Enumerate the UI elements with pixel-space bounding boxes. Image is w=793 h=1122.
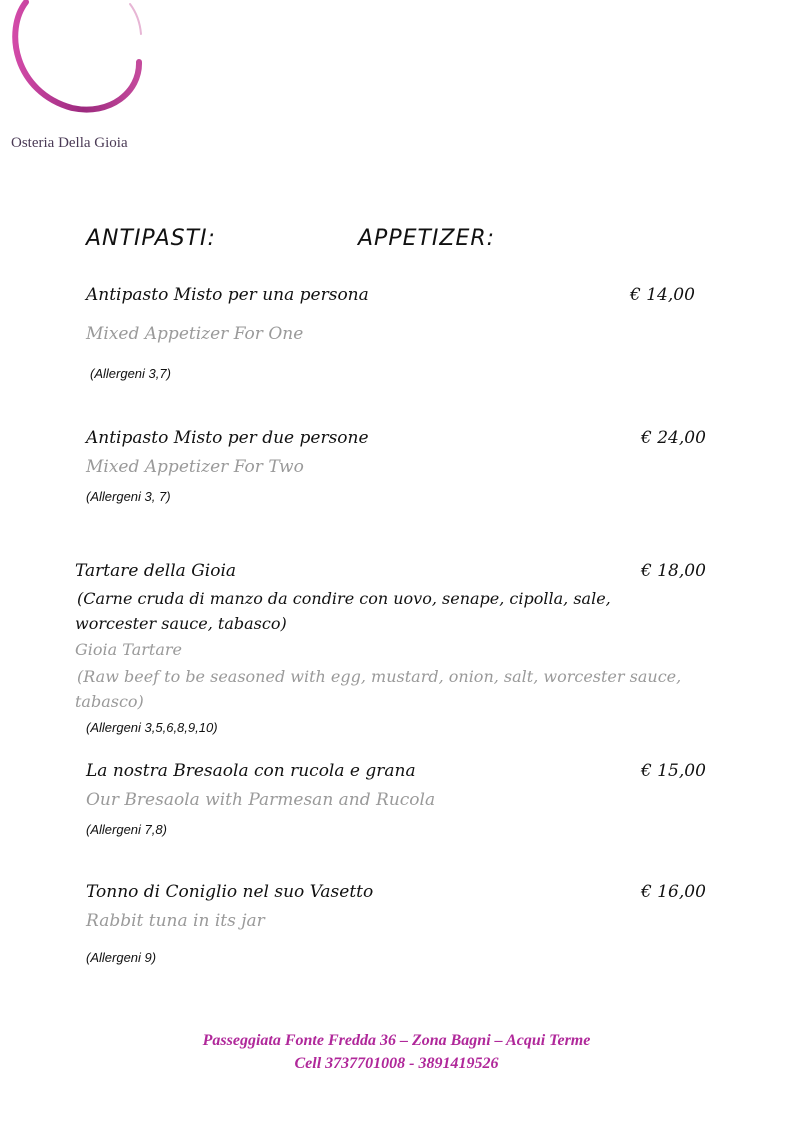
menu-item-description-en: (Raw beef to be seasoned with egg, mustard, onion, salt, worcester sauce,	[77, 667, 682, 686]
logo-ring-icon	[0, 0, 160, 125]
menu-item-price: € 14,00	[630, 285, 695, 305]
menu-item-price: € 24,00	[641, 428, 706, 448]
menu-item-allergens: (Allergeni 3,5,6,8,9,10)	[86, 720, 218, 735]
menu-item-english: Gioia Tartare	[75, 640, 182, 659]
menu-item-title: Tartare della Gioia	[75, 561, 237, 581]
section-header-it: ANTIPASTI:	[86, 226, 216, 251]
menu-item-title: Antipasto Misto per una persona	[86, 285, 369, 305]
menu-item-description: (Carne cruda di manzo da condire con uovo, senape, cipolla, sale,	[77, 589, 611, 608]
menu-item-allergens: (Allergeni 9)	[86, 950, 157, 965]
brand-name: Osteria Della Gioia	[11, 135, 128, 151]
footer-address: Passeggiata Fonte Fredda 36 – Zona Bagni – Acqui Terme	[202, 1032, 591, 1049]
footer-phone: Cell 3737701008 - 3891419526	[294, 1055, 499, 1072]
menu-item-english: Our Bresaola with Parmesan and Rucola	[86, 790, 436, 810]
menu-item-allergens: (Allergeni 3,7)	[90, 366, 171, 381]
menu-item-title: La nostra Bresaola con rucola e grana	[86, 761, 416, 781]
section-header-en: APPETIZER:	[358, 226, 496, 251]
menu-item-title: Antipasto Misto per due persone	[86, 428, 369, 448]
menu-item-price: € 16,00	[641, 882, 706, 902]
menu-item-description: worcester sauce, tabasco)	[75, 614, 287, 633]
menu-item-allergens: (Allergeni 7,8)	[86, 822, 167, 837]
menu-item-allergens: (Allergeni 3, 7)	[86, 489, 171, 504]
menu-item-description-en: tabasco)	[75, 692, 144, 711]
menu-item-price: € 15,00	[641, 761, 706, 781]
menu-item-title: Tonno di Coniglio nel suo Vasetto	[86, 882, 374, 902]
menu-item-english: Mixed Appetizer For Two	[86, 457, 304, 477]
menu-item-english: Rabbit tuna in its jar	[86, 911, 265, 931]
menu-item-price: € 18,00	[641, 561, 706, 581]
menu-item-english: Mixed Appetizer For One	[86, 324, 304, 344]
